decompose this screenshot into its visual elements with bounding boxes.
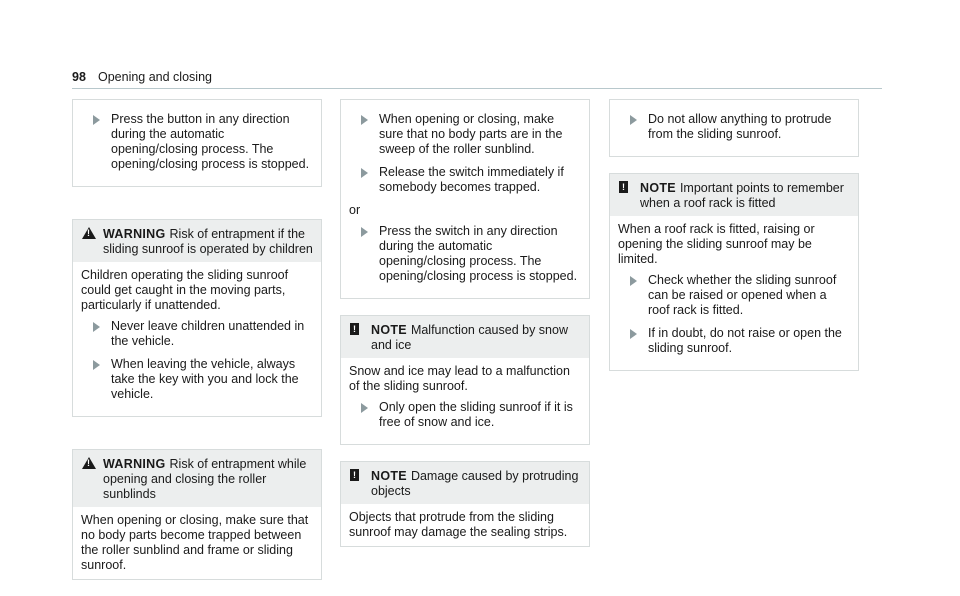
note-body: Snow and ice may lead to a malfunction of the sliding sunroof. xyxy=(349,364,570,393)
note-label: NOTE xyxy=(371,469,407,483)
note-header xyxy=(341,316,589,358)
instruction-step xyxy=(81,112,313,172)
step-arrow-icon xyxy=(361,403,368,413)
warning-triangle-icon xyxy=(82,227,96,239)
step-text: Press the button in any direction during the automatic opening/closing process. The opening/closing process is stopped. xyxy=(111,112,310,171)
note-exclamation-icon: ! xyxy=(619,181,628,193)
warning-box xyxy=(72,219,322,417)
step-arrow-icon xyxy=(361,168,368,178)
note-exclamation-icon: ! xyxy=(350,323,359,335)
page-header xyxy=(72,70,882,89)
warning-header xyxy=(73,450,321,507)
step-arrow-icon xyxy=(361,115,368,125)
warning-box xyxy=(72,449,322,580)
note-header xyxy=(610,174,858,216)
note-heading: Important points to remember when a roof rack is fitted xyxy=(640,181,844,210)
warning-header xyxy=(73,220,321,262)
step-text: Never leave children unattended in the vehicle. xyxy=(111,319,305,348)
step-arrow-icon xyxy=(93,115,100,125)
instruction-step xyxy=(349,112,581,157)
step-text: Only open the sliding sunroof if it is free of snow and ice. xyxy=(379,400,573,429)
step-arrow-icon xyxy=(93,322,100,332)
step-text: Check whether the sliding sunroof can be raised or opened when a roof rack is fitted. xyxy=(648,273,837,317)
step-arrow-icon xyxy=(361,227,368,237)
instruction-box xyxy=(340,99,590,299)
step-arrow-icon xyxy=(630,276,637,286)
instruction-step xyxy=(349,400,581,430)
note-box xyxy=(340,315,590,445)
step-text: Release the switch immediately if somebody becomes trapped. xyxy=(379,165,564,194)
note-box xyxy=(340,461,590,547)
instruction-step xyxy=(618,273,850,318)
step-arrow-icon xyxy=(630,329,637,339)
warning-heading: Risk of entrapment if the sliding sunroof is operated by children xyxy=(103,227,313,256)
instruction-step xyxy=(618,112,850,142)
step-text: If in doubt, do not raise or open the sliding sunroof. xyxy=(648,326,842,355)
note-body: Objects that protrude from the sliding sunroof may damage the sealing strips. xyxy=(349,510,568,539)
page-number: 98 xyxy=(72,70,86,84)
warning-triangle-icon xyxy=(82,457,96,469)
column-1 xyxy=(72,99,322,596)
note-label: NOTE xyxy=(640,181,676,195)
instruction-step xyxy=(618,326,850,356)
note-box xyxy=(609,173,859,371)
warning-label: WARNING xyxy=(103,227,166,241)
warning-label: WARNING xyxy=(103,457,166,471)
step-arrow-icon xyxy=(630,115,637,125)
instruction-step xyxy=(349,224,581,284)
note-exclamation-icon: ! xyxy=(350,469,359,481)
step-text: Do not allow anything to protrude from the sliding sunroof. xyxy=(648,112,832,141)
step-text: When opening or closing, make sure that no body parts are in the sweep of the roller sunblind. xyxy=(379,112,563,156)
page-title: Opening and closing xyxy=(98,70,212,84)
instruction-box xyxy=(72,99,322,187)
warning-body: When opening or closing, make sure that no body parts become trapped between the roller sunblind and frame or sliding sunroof. xyxy=(81,513,309,572)
warning-body: Children operating the sliding sunroof could get caught in the moving parts, particularly if unattended. xyxy=(81,268,289,312)
column-3 xyxy=(609,99,859,387)
or-separator: or xyxy=(349,203,361,217)
instruction-step xyxy=(81,357,313,402)
note-header xyxy=(341,462,589,504)
note-heading: Malfunction caused by snow and ice xyxy=(371,323,568,352)
note-heading: Damage caused by protruding objects xyxy=(371,469,579,498)
note-body: When a roof rack is fitted, raising or opening the sliding sunroof may be limited. xyxy=(618,222,815,266)
instruction-step xyxy=(349,165,581,195)
step-text: When leaving the vehicle, always take the key with you and lock the vehicle. xyxy=(111,357,299,401)
step-text: Press the switch in any direction during the automatic opening/closing process. The opening/closing process is stopped. xyxy=(379,224,578,283)
note-label: NOTE xyxy=(371,323,407,337)
warning-heading: Risk of entrapment while opening and closing the roller sunblinds xyxy=(103,457,307,501)
step-arrow-icon xyxy=(93,360,100,370)
instruction-step xyxy=(81,319,313,349)
instruction-box xyxy=(609,99,859,157)
column-2 xyxy=(340,99,590,563)
